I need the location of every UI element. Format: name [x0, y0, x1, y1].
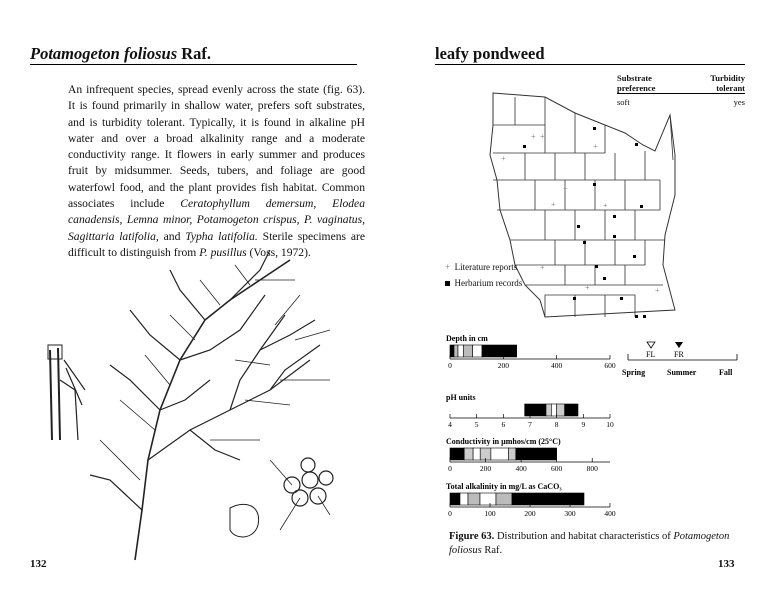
habitat-tick-label: 800: [586, 464, 598, 473]
paragraph-run: (Voss, 1972).: [246, 245, 311, 259]
habitat-title: Depth in cm: [446, 334, 488, 343]
habitat-title: Conductivity in µmhos/cm (25°C): [446, 437, 561, 446]
svg-text:+: +: [540, 263, 545, 272]
habitat-tick-label: 10: [606, 420, 614, 429]
fl-label: FL: [646, 350, 656, 359]
plant-illustration: [30, 240, 360, 570]
caption-species: Potamogeton foliosus: [449, 531, 730, 556]
paragraph-run: Sterile specimens are difficult to distinguish from: [68, 229, 366, 259]
paragraph-run: Ceratophyllum demersum, Elodea canadensis, Lemna minor, Potamogeton crispus, P. vaginatus, Sagittaria latifolia,: [68, 197, 365, 243]
habitat-tick-label: 6: [501, 420, 506, 429]
left-page-title: [30, 44, 211, 64]
svg-text:+: +: [531, 132, 536, 141]
habitat-segment: [473, 345, 482, 357]
habitat-tick-label: 300: [564, 509, 576, 518]
habitat-segment: [450, 493, 460, 505]
right-title-rule: [435, 64, 745, 65]
paragraph-run: and: [158, 229, 186, 243]
habitat-tick-label: 600: [604, 361, 616, 370]
habitat-segment: [482, 345, 517, 357]
title-author: Raf.: [181, 44, 212, 63]
species-description: [68, 82, 365, 261]
habitat-title: pH units: [446, 393, 476, 402]
left-title-rule: [30, 64, 357, 65]
legend-herbarium: [445, 278, 522, 288]
habitat-segment: [571, 404, 578, 416]
fl-marker: [647, 342, 655, 348]
habitat-tick-label: 200: [497, 361, 509, 370]
habitat-segment: [496, 493, 512, 505]
paragraph-run: An infrequent species, spread evenly across the state (fig. 63). It is found primarily in shallow water, prefers soft substrates, and is turbidity tolerant. Typically, it is found in alkaline pH water and over a broad alkalinity range and a moderate conductivity range. It flowers in early summer and produces fruit by midsummer. Seeds, tubers, and foliage are good waterfowl food, and the plant provides fish habitat. Common associates include: [68, 83, 365, 211]
habitat-tick-label: 8: [554, 420, 559, 429]
habitat-title: Total alkalinity in mg/L as CaCO₃: [446, 482, 562, 491]
habitat-segment: [460, 493, 468, 505]
svg-text:+: +: [540, 132, 545, 141]
substrate-header: Substrate preference: [617, 73, 656, 93]
paragraph-run: P. pusillus: [199, 245, 247, 259]
habitat-segment: [565, 404, 572, 416]
svg-text:+: +: [603, 201, 608, 210]
habitat-segment: [516, 448, 557, 460]
substrate-value: soft: [617, 97, 630, 107]
habitat-segment: [512, 493, 584, 505]
figure-caption: [449, 530, 749, 558]
habitat-segment: [480, 493, 496, 505]
habitat-tick-label: 200: [479, 464, 492, 473]
habitat-segment: [509, 448, 516, 460]
distribution-map: [485, 85, 685, 330]
svg-text:+: +: [593, 142, 598, 151]
caption-text: Distribution and habitat characteristics of: [494, 531, 674, 542]
svg-text:+: +: [501, 154, 506, 163]
habitat-segment: [525, 404, 546, 416]
square-icon: [445, 281, 450, 286]
habitat-tick-label: 100: [484, 509, 496, 518]
phenology-chart: [622, 338, 747, 383]
habitat-tick-label: 7: [528, 420, 532, 429]
caption-label: Figure 63.: [449, 531, 495, 542]
right-page-number: 133: [718, 558, 735, 570]
habitat-tick-label: 0: [448, 464, 452, 473]
habitat-segment: [546, 404, 551, 416]
title-species: Potamogeton foliosus: [30, 44, 178, 63]
habitat-segment: [463, 345, 472, 357]
habitat-tick-label: 400: [604, 509, 616, 518]
habitat-segment: [473, 448, 480, 460]
paragraph-run: Typha latifolia.: [185, 229, 258, 243]
fr-label: FR: [674, 350, 684, 359]
turbidity-value: yes: [733, 97, 745, 107]
left-page-number: 132: [30, 558, 47, 570]
habitat-tick-label: 0: [448, 361, 452, 370]
habitat-segment: [450, 345, 454, 357]
svg-text:+: +: [655, 286, 660, 295]
habitat-segment: [464, 448, 473, 460]
legend-herbarium-label: Herbarium records: [454, 278, 523, 288]
legend-literature: [445, 262, 517, 272]
habitat-segment: [450, 448, 464, 460]
habitat-segment: [491, 448, 509, 460]
turbidity-header: Turbidity tolerant: [710, 73, 745, 93]
svg-text:+: +: [551, 200, 556, 209]
right-page-title: leafy pondweed: [435, 44, 545, 63]
season-summer: Summer: [667, 368, 697, 377]
habitat-segment: [454, 345, 458, 357]
habitat-segment: [551, 404, 556, 416]
habitat-segment: [458, 345, 463, 357]
habitat-tick-label: 200: [524, 509, 536, 518]
habitat-tick-label: 400: [515, 464, 527, 473]
season-spring: Spring: [622, 368, 646, 377]
plus-icon: +: [445, 262, 451, 272]
svg-text:+: +: [585, 283, 590, 292]
legend-literature-label: Literature reports: [454, 262, 518, 272]
svg-text:+: +: [563, 184, 568, 193]
habitat-tick-label: 5: [474, 420, 479, 429]
habitat-segment: [557, 404, 565, 416]
habitat-tick-label: 9: [581, 420, 586, 429]
habitat-tick-label: 0: [448, 509, 452, 518]
habitat-tick-label: 600: [551, 464, 563, 473]
fr-marker: [675, 342, 683, 348]
season-fall: Fall: [719, 368, 733, 377]
habitat-segment: [468, 493, 480, 505]
caption-end: Raf.: [481, 545, 503, 556]
habitat-tick-label: 4: [448, 420, 452, 429]
habitat-tick-label: 400: [551, 361, 563, 370]
